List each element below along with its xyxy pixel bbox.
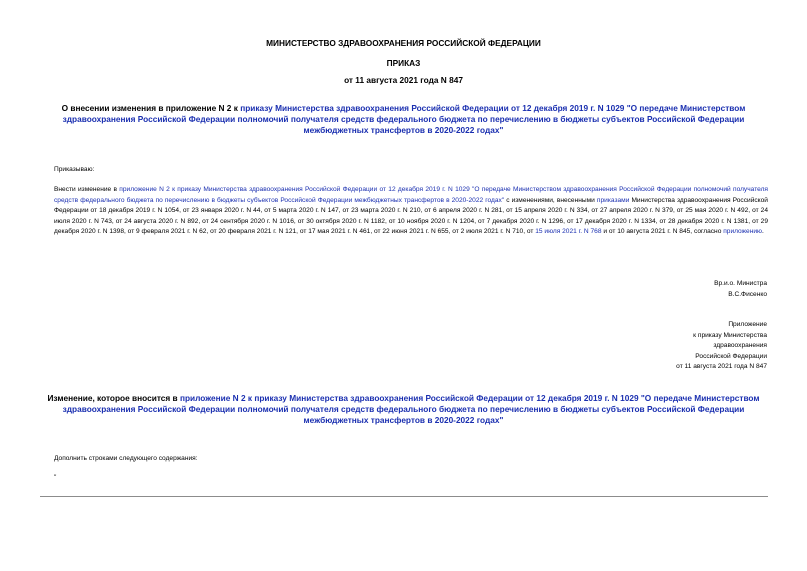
appendix-link[interactable]: приложению (723, 228, 762, 236)
body-text-1: с изменениями, внесенными (504, 196, 597, 204)
appendix-ref-line-4: Российской Федерации (695, 352, 767, 360)
doc-type: ПРИКАЗ (386, 58, 421, 68)
appendix-ref-line-2: к приказу Министерства (693, 331, 767, 339)
body-text-0: Внести изменение в (54, 186, 120, 193)
signature-position: Вр.и.о. Министра (714, 280, 767, 287)
ministry-name: МИНИСТЕРСТВО ЗДРАВООХРАНЕНИЯ РОССИЙСКОЙ ФЕДЕРАЦИИ (266, 38, 541, 48)
footer-divider (40, 496, 768, 497)
doc-date: от 11 августа 2021 года N 847 (344, 75, 463, 85)
appendix-2-link[interactable]: приложение N 2 к приказу Министерства здравоохранения Российской Федерации от 12 декабря 2019 г. N 1029 "О передаче Министерством здравоохранения Российской Федерации полномочий получателя средств федерального бюджета по перечислению в бюджеты субъектов Российской Федерации межбюджетных трансфертов в 2020-2022 годах" (54, 186, 769, 204)
signature-block (714, 279, 767, 300)
doc-title-link[interactable]: приказу Министерства здравоохранения Российской Федерации от 12 декабря 2019 г. N 1029 "О передаче Министерством здравоохранения Российской Федерации полномочий получателя средств федерального бюджета по перечислению в бюджеты субъектов Российской Федерации межбюджетных трансфертов в 2020-2022 годах" (62, 103, 746, 136)
body-text-4: . (762, 228, 764, 236)
orders-link[interactable]: приказами (596, 196, 630, 204)
appendix-title (40, 393, 767, 427)
doc-title-prefix: О внесении изменения в приложение N 2 к (61, 103, 241, 113)
order-768-link[interactable]: 15 июля 2021 г. N 768 (535, 228, 602, 236)
doc-title (40, 103, 767, 137)
quote-marker: " (54, 474, 57, 481)
body-text-3: и от 10 августа 2021 г. N 845, согласно (601, 228, 724, 236)
appendix-title-link[interactable]: приложение N 2 к приказу Министерства здравоохранения Российской Федерации от 12 декабря 2019 г. N 1029 "О передаче Министерством здравоохранения Российской Федерации полномочий получателя средств федерального бюджета по перечислению в бюджеты субъектов Российской Федерации межбюджетных трансфертов в 2020-2022 годах" (62, 393, 760, 426)
appendix-ref-line-5: от 11 августа 2021 года N 847 (676, 363, 767, 371)
appendix-ref-line-1: Приложение (728, 321, 767, 328)
supplement-text: Дополнить строками следующего содержания: (54, 455, 198, 462)
order-word: Приказываю: (54, 166, 95, 173)
appendix-ref-line-3: здравоохранения (713, 342, 767, 350)
appendix-title-prefix: Изменение, которое вносится в (47, 393, 180, 403)
signature-name: В.С.Фисенко (728, 290, 767, 298)
body-paragraph (54, 185, 768, 238)
appendix-reference (676, 320, 767, 373)
body-text-2: Министерства здравоохранения Российской Федерации от 18 декабря 2019 г. N 1054, от 23 января 2020 г. N 44, от 5 марта 2020 г. N 147, от 23 марта 2020 г. N 210, от 6 апреля 2020 г. N 281, от 15 апреля 2020 г. N 334, от 27 апреля 2020 г. N 379, от 25 мая 2020 г. N 492, от 24 июля 2020 г. N 743, от 24 августа 2020 г. N 892, от 24 сентября 2020 г. N 1016, от 30 октября 2020 г. N 1182, от 10 ноября 2020 г. N 1204, от 7 декабря 2020 г. N 1296, от 17 декабря 2020 г. N 1334, от 28 декабря 2020 г. N 1381, от 29 декабря 2020 г. N 1398, от 9 февраля 2021 г. N 62, от 20 февраля 2021 г. N 121, от 17 мая 2021 г. N 461, от 22 июня 2021 г. N 655, от 2 июля 2021 г. N 710, от (54, 196, 768, 236)
